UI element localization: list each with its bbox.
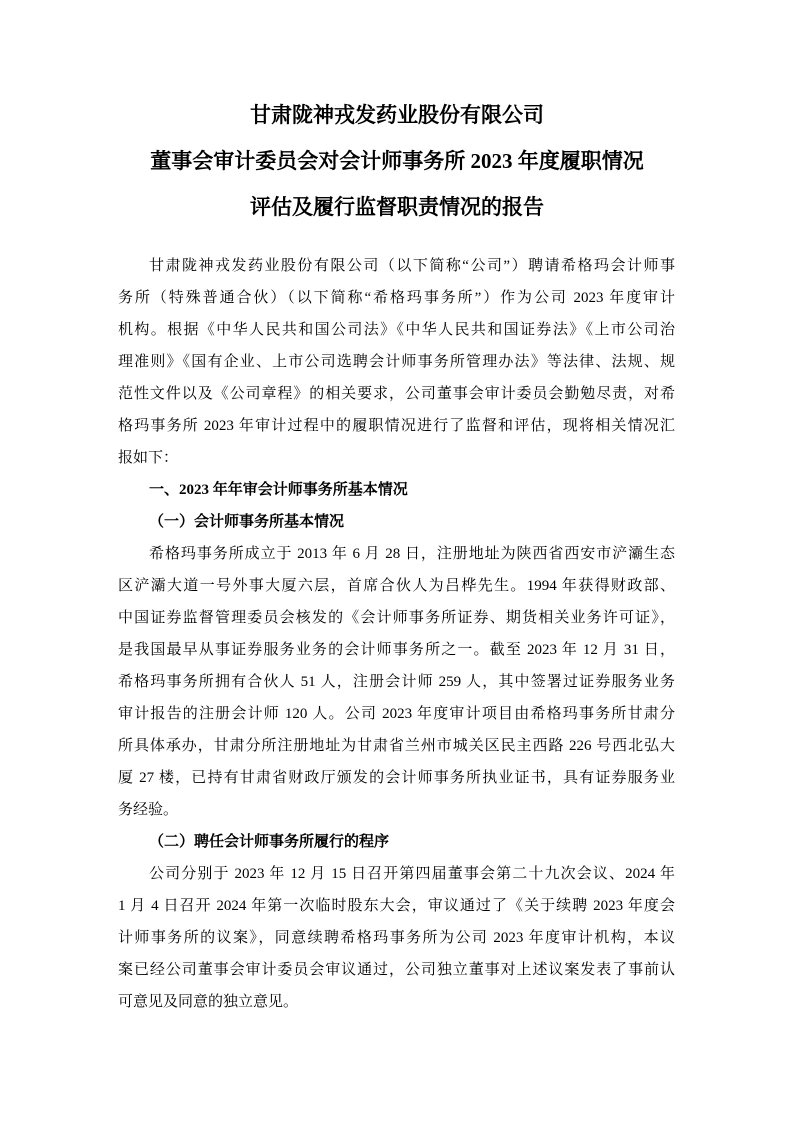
paragraph-line: 区浐灞大道一号外事大厦六层，首席合伙人为吕桦先生。1994 年获得财政部、 bbox=[118, 578, 675, 594]
paragraph-line: 格玛事务所 2023 年审计过程中的履职情况进行了监督和评估，现将相关情况汇 bbox=[118, 418, 675, 434]
document-title-line-3: 评估及履行监督职责情况的报告 bbox=[250, 195, 544, 219]
subsection-heading: （二）聘任会计师事务所履行的程序 bbox=[149, 834, 390, 850]
paragraph-line: 中国证券监督管理委员会核发的《会计师事务所证券、期货相关业务许可证》， bbox=[118, 610, 675, 626]
paragraph-line: 计师事务所的议案》，同意续聘希格玛事务所为公司 2023 年度审计机构，本议 bbox=[118, 930, 675, 946]
subsection-heading: （一）会计师事务所基本情况 bbox=[149, 514, 345, 530]
paragraph-line: 希格玛事务所拥有合伙人 51 人，注册会计师 259 人，其中签署过证券服务业务 bbox=[118, 674, 675, 690]
paragraph-line: 希格玛事务所成立于 2013 年 6 月 28 日，注册地址为陕西省西安市浐灞生态 bbox=[149, 546, 675, 562]
paragraph-line: 报如下： bbox=[118, 450, 179, 466]
paragraph-line: 机构。根据《中华人民共和国公司法》《中华人民共和国证券法》《上市公司治 bbox=[118, 322, 675, 338]
paragraph-line: 可意见及同意的独立意见。 bbox=[118, 994, 299, 1010]
document-title bbox=[0, 92, 794, 230]
paragraph-line: 厦 27 楼，已持有甘肃省财政厅颁发的会计师事务所执业证书，具有证券服务业 bbox=[118, 770, 675, 786]
document-title-line-1: 甘肃陇神戎发药业股份有限公司 bbox=[250, 103, 544, 127]
paragraph-line: 务所（特殊普通合伙）（以下简称“希格玛事务所”）作为公司 2023 年度审计 bbox=[118, 290, 675, 306]
paragraph-line: 公司分别于 2023 年 12 月 15 日召开第四届董事会第二十九次会议、2024 年 bbox=[149, 866, 675, 882]
paragraph-line: 务经验。 bbox=[118, 802, 179, 818]
paragraph-line: 案已经公司董事会审计委员会审议通过，公司独立董事对上述议案发表了事前认 bbox=[118, 962, 675, 978]
paragraph-line: 是我国最早从事证券服务业务的会计师事务所之一。截至 2023 年 12 月 31 日， bbox=[118, 642, 675, 658]
document-body bbox=[118, 250, 675, 1018]
paragraph-line: 审计报告的注册会计师 120 人。公司 2023 年度审计项目由希格玛事务所甘肃分 bbox=[118, 706, 675, 722]
paragraph-line: 甘肃陇神戎发药业股份有限公司（以下简称“公司”）聘请希格玛会计师事 bbox=[149, 258, 675, 274]
document-title-line-2: 董事会审计委员会对会计师事务所 2023 年度履职情况 bbox=[150, 149, 644, 173]
paragraph-line: 范性文件以及《公司章程》的相关要求，公司董事会审计委员会勤勉尽责，对希 bbox=[118, 386, 675, 402]
paragraph-line: 理准则》《国有企业、上市公司选聘会计师事务所管理办法》等法律、法规、规 bbox=[118, 354, 675, 370]
paragraph-line: 1 月 4 日召开 2024 年第一次临时股东大会，审议通过了《关于续聘 2023 年度会 bbox=[118, 898, 675, 914]
section-heading: 一、2023 年年审会计师事务所基本情况 bbox=[149, 482, 408, 498]
paragraph-line: 所具体承办，甘肃分所注册地址为甘肃省兰州市城关区民主西路 226 号西北弘大 bbox=[118, 738, 675, 754]
